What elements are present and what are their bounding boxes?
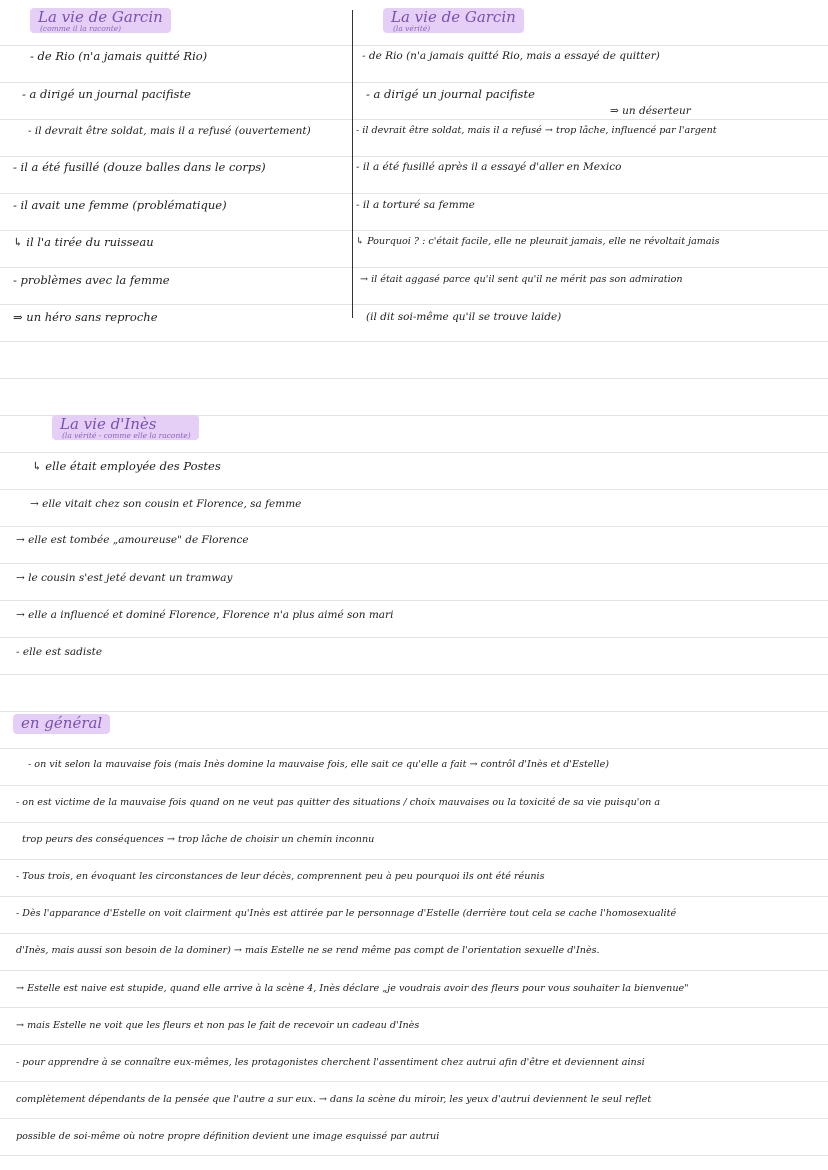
garcin-right-line: (il dit soi-même qu'il se trouve laide) xyxy=(366,311,562,323)
general-line: - pour apprendre à se connaître eux-mêmes, les protagonistes cherchent l'assentiment chez autrui afin d'être et deviennent ainsi xyxy=(16,1057,645,1068)
garcin-right-line: - de Rio (n'a jamais quitté Rio, mais a essayé de quitter) xyxy=(362,50,660,62)
general-line: d'Inès, mais aussi son besoin de la dominer) → mais Estelle ne se rend même pas compt de l'orientation sexuelle d'Inès. xyxy=(16,945,600,956)
garcin-right-line: - il a été fusillé après il a essayé d'aller en Mexico xyxy=(356,161,622,173)
general-line: trop peurs des conséquences → trop lâche de choisir un chemin inconnu xyxy=(22,834,375,845)
ines-line: → le cousin s'est jeté devant un tramway xyxy=(16,572,233,584)
general-line: - on est victime de la mauvaise fois quand on ne veut pas quitter des situations / choix mauvaises ou la toxicité de sa vie puisqu'on a xyxy=(16,797,661,808)
ines-subtitle: (la vérité - comme elle la raconte) xyxy=(62,431,191,440)
garcin-right-annotation: ⇒ un déserteur xyxy=(610,105,691,117)
general-title: en général xyxy=(21,714,103,732)
garcin-left-line: - de Rio (n'a jamais quitté Rio) xyxy=(30,49,208,63)
general-line: - Dès l'apparance d'Estelle on voit clairment qu'Inès est attirée par le personnage d'Estelle (derrière tout cela se cache l'homosexualité xyxy=(16,908,677,919)
garcin-right-line: → il était aggasé parce qu'il sent qu'il ne mérit pas son admiration xyxy=(360,274,683,285)
general-line: complètement dépendants de la pensée que l'autre a sur eux. → dans la scène du miroir, les yeux d'autrui deviennent le seul reflet xyxy=(16,1094,652,1105)
garcin-left-line: ⇒ un héro sans reproche xyxy=(13,310,158,324)
general-line: - Tous trois, en évoquant les circonstances de leur décès, comprennent peu à peu pourquoi ils ont été réunis xyxy=(16,871,545,882)
garcin-left-subtitle: (comme il la raconte) xyxy=(40,24,122,33)
general-line: → mais Estelle ne voit que les fleurs et non pas le fait de recevoir un cadeau d'Inès xyxy=(16,1020,420,1031)
garcin-right-line: ↳ Pourquoi ? : c'était facile, elle ne pleurait jamais, elle ne révoltait jamais xyxy=(356,236,720,247)
ines-line: - elle est sadiste xyxy=(16,646,103,658)
garcin-left-heading xyxy=(30,8,171,33)
ines-line: ↳ elle était employée des Postes xyxy=(32,459,221,473)
column-divider xyxy=(352,10,353,318)
general-line: → Estelle est naive est stupide, quand elle arrive à la scène 4, Inès déclare „je voudrais avoir des fleurs pour vous souhaiter la bienvenue" xyxy=(16,983,689,994)
ines-line: → elle est tombée „amoureuse" de Florence xyxy=(16,534,249,546)
garcin-left-title: La vie de Garcin xyxy=(38,8,163,26)
garcin-left-line: - il a été fusillé (douze balles dans le corps) xyxy=(13,160,266,174)
ines-line: → elle a influencé et dominé Florence, Florence n'a plus aimé son mari xyxy=(16,609,394,621)
garcin-right-line: - il devrait être soldat, mais il a refusé → trop lâche, influencé par l'argent xyxy=(356,125,717,136)
garcin-right-title: La vie de Garcin xyxy=(391,8,516,26)
ines-heading xyxy=(52,415,199,440)
garcin-right-line: - il a torturé sa femme xyxy=(356,199,475,211)
garcin-left-line: - il avait une femme (problématique) xyxy=(13,198,227,212)
garcin-left-line: - problèmes avec la femme xyxy=(13,273,170,287)
ines-title: La vie d'Inès xyxy=(60,415,157,433)
garcin-right-heading xyxy=(383,8,524,33)
general-line: - on vit selon la mauvaise fois (mais Inès domine la mauvaise fois, elle sait ce qu'elle a fait → contrôl d'Inès et d'Estelle) xyxy=(28,759,610,770)
garcin-right-line: - a dirigé un journal pacifiste xyxy=(366,87,535,101)
general-line: possible de soi-même où notre propre définition devient une image esquissé par autrui xyxy=(16,1131,440,1142)
garcin-right-subtitle: (la vérité) xyxy=(393,24,431,33)
general-heading xyxy=(13,714,110,734)
garcin-left-line: - il devrait être soldat, mais il a refusé (ouvertement) xyxy=(28,125,311,137)
garcin-left-line: - a dirigé un journal pacifiste xyxy=(22,87,191,101)
ines-line: → elle vitait chez son cousin et Florence, sa femme xyxy=(30,498,302,510)
garcin-left-line: ↳ il l'a tirée du ruisseau xyxy=(13,235,154,249)
